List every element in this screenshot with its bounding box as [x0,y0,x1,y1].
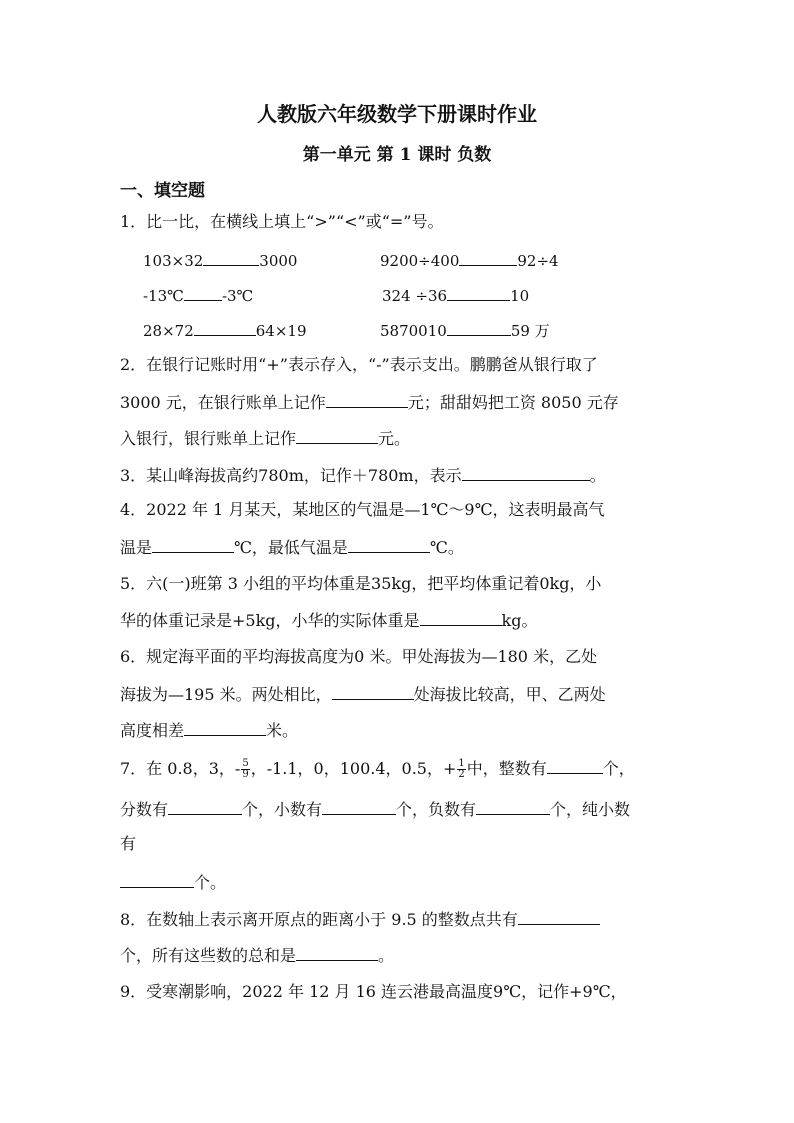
compare-item: 5870010 59 万 [380,322,550,340]
answer-blank[interactable] [348,537,430,553]
question-3: 3．某山峰海拔高约780m，记作＋780m，表示 。 [120,466,606,485]
page-title: 人教版六年级数学下册课时作业 [257,102,537,126]
question-5-line-1: 5．六(一)班第 3 小组的平均体重是35kg，把平均体重记着0kg，小 [120,574,602,593]
fraction: $\frac{1}{2}$ [458,758,465,780]
question-6-line-2: 海拔为—195 米。两处相比， 处海拔比较高，甲、乙两处 [120,685,606,704]
answer-blank[interactable] [296,945,378,961]
question-7-line-1: 7．在 0.8，3，- $\frac{5}{9}$ ，-1.1，0，100.4，0.5，+ $\frac{1}{2}$ 中，整数有 个， [120,758,635,780]
question-8-line-2: 个，所有这些数的总和是 。 [120,946,395,965]
question-1: 1．比一比，在横线上填上“>”“<”或“=”号。 [120,212,444,231]
compare-item: 9200÷400 92÷4 [380,252,559,270]
answer-blank[interactable] [476,799,550,815]
compare-item: 103×32 3000 [143,252,298,270]
compare-item: 28×72 64×19 [143,322,307,340]
question-7-line-4: 个。 [120,872,226,893]
answer-blank[interactable] [168,799,242,815]
answer-blank[interactable] [518,909,600,925]
fraction: $\frac{5}{9}$ [242,758,249,780]
answer-blank[interactable] [194,320,256,336]
answer-blank[interactable] [459,250,517,266]
answer-blank[interactable] [184,285,222,301]
question-2-line-3: 入银行，银行账单上记作 元。 [120,429,411,448]
question-8-line-1: 8．在数轴上表示离开原点的距离小于 9.5 的整数点共有 [120,909,600,930]
answer-blank[interactable] [326,392,408,408]
answer-blank[interactable] [462,465,590,481]
answer-blank[interactable] [203,250,259,266]
answer-blank[interactable] [332,684,414,700]
question-4-line-2: 温是 ℃，最低气温是 ℃。 [120,538,464,557]
question-2-line-2: 3000 元，在银行账单上记作 元；甜甜妈把工资 8050 元存 [120,393,619,412]
answer-blank[interactable] [152,537,234,553]
answer-blank[interactable] [447,285,510,301]
question-9-line-1: 9．受寒潮影响，2022 年 12 月 16 连云港最高温度9℃，记作+9℃， [120,982,627,1001]
question-7-line-2: 分数有 个，小数有 个，负数有 个，纯小数 [120,800,631,819]
answer-blank[interactable] [322,799,396,815]
answer-blank[interactable] [420,610,502,626]
answer-blank[interactable] [547,758,603,774]
question-6-line-3: 高度相差 米。 [120,721,299,740]
section-heading: 一、填空题 [120,181,205,201]
question-4-line-1: 4．2022 年 1 月某天，某地区的气温是—1℃～9℃，这表明最高气 [120,500,605,519]
page-subtitle: 第一单元 第 1 课时 负数 [302,145,492,165]
question-5-line-2: 华的体重记录是+5kg，小华的实际体重是 kg。 [120,611,538,630]
question-6-line-1: 6．规定海平面的平均海拔高度为0 米。甲处海拔为—180 米，乙处 [120,647,598,666]
answer-blank[interactable] [120,872,194,888]
compare-item: 324 ÷36 10 [382,287,530,305]
answer-blank[interactable] [447,320,511,336]
answer-blank[interactable] [296,428,378,444]
question-7-line-3: 有 [120,834,137,853]
compare-item: -13℃ -3℃ [143,287,254,305]
answer-blank[interactable] [184,720,266,736]
question-2-line-1: 2．在银行记账时用“+”表示存入，“-”表示支出。鹏鹏爸从银行取了 [120,355,598,374]
